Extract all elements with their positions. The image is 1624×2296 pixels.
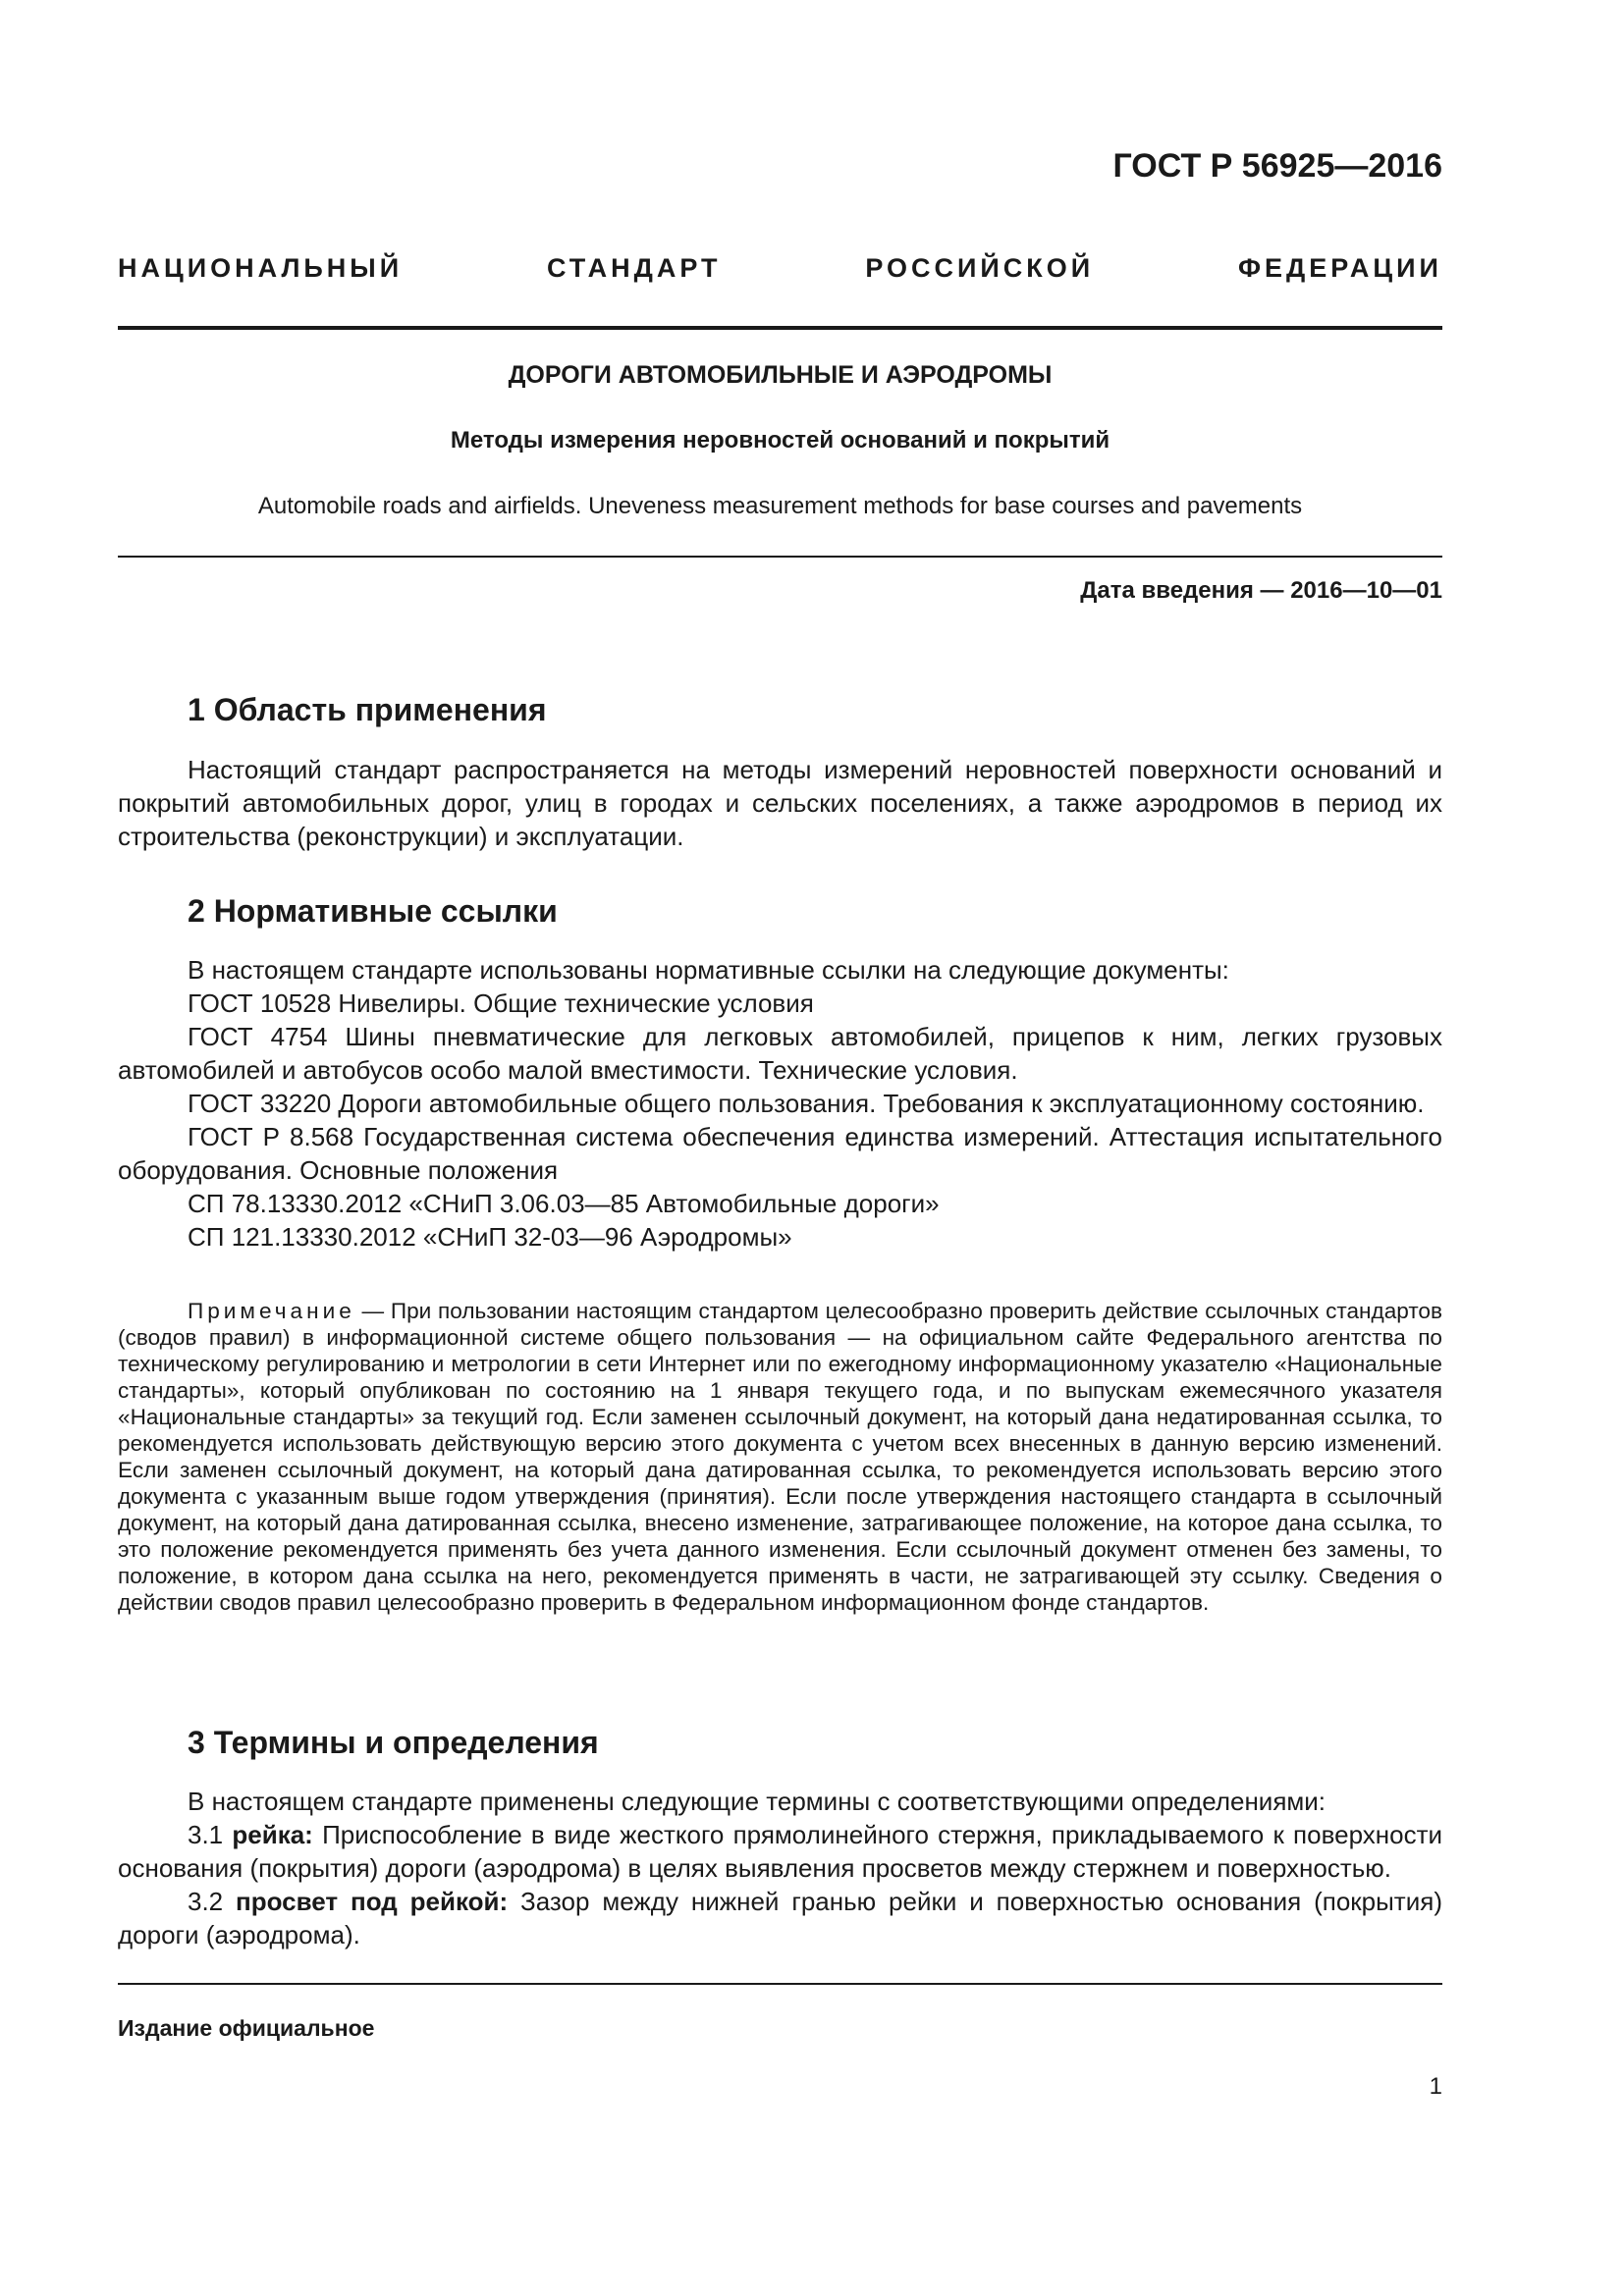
paragraph: В настоящем стандарте применены следующие термины с соответствующими определениями: — [188, 1787, 1326, 1816]
title-divider — [118, 556, 1442, 558]
paragraph: В настоящем стандарте использованы нормативные ссылки на следующие документы: — [188, 955, 1229, 985]
term-definition: Зазор между нижней гранью рейки и поверхностью основания (покрытия) дороги (аэродрома). — [118, 1887, 1442, 1949]
reference-item: ГОСТ 33220 Дороги автомобильные общего пользования. Требования к эксплуатационному состоянию. — [188, 1089, 1425, 1118]
standard-number: ГОСТ Р 56925—2016 — [1112, 147, 1442, 185]
banner-word: РОССИЙСКОЙ — [865, 253, 1095, 283]
section-heading: 3 Термины и определения — [188, 1725, 599, 1760]
header-divider — [118, 326, 1442, 330]
term-name: просвет под рейкой: — [236, 1887, 509, 1916]
national-standard-banner — [118, 253, 1442, 284]
note-text: — При пользовании настоящим стандартом целесообразно проверить действие ссылочных стандартов (сводов правил) в информационной системе общего пользования — на официальном сайте Федерального агентства по техническому регулированию и метрологии в сети Интернет или по ежегодному информационному указателю «Национальные стандарты», который опубликован по состоянию на 1 января текущего года, и по выпускам ежемесячного указателя «Национальные стандарты» за текущий год. Если заменен ссылочный документ, на который дана недатированная ссылка, то рекомендуется использовать действующую версию этого документа с учетом всех внесенных в данную версию изменений. Если заменен ссылочный документ, на который дана датированная ссылка, то рекомендуется использовать версию этого документа с указанным выше годом утверждения (принятия). Если после утверждения настоящего стандарта в ссылочный документ, на который дана датированная ссылка, внесено изменение, затрагивающее положение, на которое дана ссылка, то это положение рекомендуется применять без учета данного изменения. Если ссылочный документ отменен без замены, то положение, в котором дана ссылка на него, рекомендуется применять в части, не затрагивающей эту ссылку. Сведения о действии сводов правил целесообразно проверить в Федеральном информационном фонде стандартов. — [118, 1299, 1442, 1615]
section-body — [118, 953, 1442, 1254]
term-number: 3.2 — [188, 1887, 224, 1916]
official-edition-label: Издание официальное — [118, 2015, 375, 2041]
reference-item: ГОСТ 10528 Нивелиры. Общие технические условия — [188, 988, 814, 1018]
term-entry — [118, 1818, 1442, 1885]
term-entry — [118, 1885, 1442, 1951]
term-name: рейка: — [232, 1820, 313, 1849]
section-body — [118, 1785, 1442, 1951]
reference-item: СП 121.13330.2012 «СНиП 32-03—96 Аэродромы» — [188, 1222, 792, 1252]
note-block — [118, 1298, 1442, 1616]
document-subtitle: Методы измерения неровностей оснований и покрытий — [450, 427, 1110, 454]
reference-item: ГОСТ 4754 Шины пневматические для легковых автомобилей, прицепов к ним, легких грузовых автомобилей и автобусов особо малой вместимости. Технические условия. — [118, 1022, 1442, 1085]
banner-word: НАЦИОНАЛЬНЫЙ — [118, 253, 404, 283]
reference-item: ГОСТ Р 8.568 Государственная система обеспечения единства измерений. Аттестация испытательного оборудования. Основные положения — [118, 1122, 1442, 1185]
term-number: 3.1 — [188, 1820, 224, 1849]
banner-word: ФЕДЕРАЦИИ — [1238, 253, 1442, 283]
paragraph: Настоящий стандарт распространяется на методы измерений неровностей поверхности оснований и покрытий автомобильных дорог, улиц в городах и сельских поселениях, а также аэродромов в период их строительства (реконструкции) и эксплуатации. — [118, 755, 1442, 851]
section-body — [118, 753, 1442, 853]
section-heading: 1 Область применения — [188, 692, 547, 727]
term-definition: Приспособление в виде жесткого прямолинейного стержня, прикладываемого к поверхности основания (покрытия) дороги (аэродрома) в целях выявления просветов между стержнем и поверхностью. — [118, 1820, 1442, 1883]
page-number: 1 — [1429, 2073, 1442, 2100]
section-heading: 2 Нормативные ссылки — [188, 893, 558, 929]
banner-word: СТАНДАРТ — [546, 253, 722, 283]
reference-item: СП 78.13330.2012 «СНиП 3.06.03—85 Автомобильные дороги» — [188, 1189, 940, 1218]
document-title: ДОРОГИ АВТОМОБИЛЬНЫЕ И АЭРОДРОМЫ — [508, 361, 1053, 389]
footer-divider — [118, 1983, 1442, 1985]
note-label: Примечание — [188, 1299, 355, 1323]
introduction-date: Дата введения — 2016—10—01 — [1080, 577, 1442, 604]
english-title: Automobile roads and airfields. Uneveness measurement methods for base courses and pavements — [257, 493, 1303, 519]
